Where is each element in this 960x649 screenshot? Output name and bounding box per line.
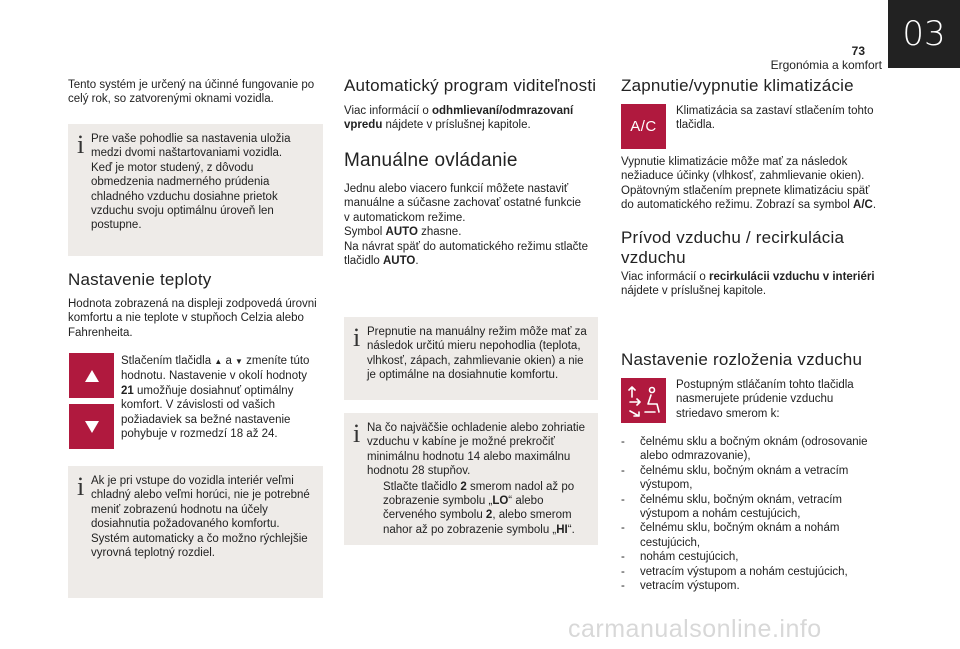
paragraph	[344, 182, 589, 268]
list-item: - nohám cestujúcich,	[621, 550, 881, 564]
text-fragment: Jednu alebo viacero funkcií môžete nastaviť manuálne a súčasne zachovať ostatné funkcie v automatickom režime. Symbol	[344, 183, 582, 239]
text-fragment: nájdete v príslušnej kapitole.	[382, 119, 531, 132]
ac-button-description: Klimatizácia sa zastaví stlačením tohto tlačidla.	[676, 105, 874, 132]
value-21: 21	[121, 384, 134, 397]
info-note	[68, 124, 323, 256]
paragraph	[621, 155, 883, 213]
text-fragment: umožňuje dosiahnuť optimálny komfort. V závislosti od vašich požiadaviek sa bežné nastavenie pohybuje v rozmedzí 18 až 24.	[121, 384, 294, 441]
section-heading: Nastavenie teploty	[68, 270, 212, 289]
text-fragment: nájdete v príslušnej kapitole.	[621, 285, 767, 298]
watermark: carmanualsonline.info	[568, 615, 822, 643]
temp-down-button[interactable]	[69, 404, 114, 449]
air-distribution-icon	[621, 378, 666, 423]
info-note-text	[367, 421, 590, 537]
lo-symbol: LO	[492, 495, 509, 508]
info-note	[344, 317, 598, 400]
text-fragment: a	[222, 355, 236, 367]
info-note-text: Prepnutie na manuálny režim môže mať za následok určitú mieru nepohodlia (teplota, vlhkosť, zápach, zahmlievanie okien) a nie je optimálne na dosiahnutie komfortu.	[367, 326, 587, 382]
section-heading: Automatický program viditeľnosti	[344, 76, 597, 95]
section-heading: Nastavenie rozloženia vzduchu	[621, 350, 863, 369]
down-arrow-symbol: ▼	[235, 357, 243, 366]
info-icon: i	[353, 419, 361, 448]
text-fragment: “.	[567, 523, 575, 536]
chapter-title: Ergonómia a komfort	[770, 58, 882, 72]
text-fragment: Viac informácií o	[344, 105, 432, 117]
text-fragment: .	[872, 199, 877, 212]
auto-symbol: AUTO	[385, 226, 418, 239]
list-item: - čelnému sklu, bočným oknám, vetracím výstupom a nohám cestujúcich,	[621, 493, 881, 522]
list-item: - vetracím výstupom a nohám cestujúcich,	[621, 565, 881, 579]
info-note	[68, 466, 323, 598]
paragraph	[621, 270, 883, 299]
paragraph	[344, 104, 589, 133]
list-item: - čelnému sklu, bočným oknám a vetracím výstupom,	[621, 464, 881, 493]
list-item: - vetracím výstupom.	[621, 579, 881, 593]
temp-button-description	[121, 354, 321, 441]
text-fragment: Vypnutie klimatizácie môže mať za následok nežiaduce účinky (vlhkosť, zahmlievanie okien). Opätovným stlačením prepnete klimatizáciu späť do automatického režimu. Zobrazí sa symbol	[621, 156, 870, 212]
bold-term: recirkulácii vzduchu v interiéri	[709, 271, 875, 283]
arrow-down-icon	[84, 420, 100, 434]
section-heading: Zapnutie/vypnutie klimatizácie	[621, 76, 854, 95]
ac-symbol: A/C	[853, 199, 873, 212]
up-arrow-symbol: ▲	[214, 357, 223, 366]
section-heading: Manuálne ovládanie	[344, 150, 518, 171]
arrow-up-icon	[84, 369, 100, 383]
air-distribution-list	[621, 435, 881, 593]
button-number: 2	[460, 480, 467, 493]
info-note-text: Ak je pri vstupe do vozidla interiér veľmi chladný alebo veľmi horúci, nie je potrebné meniť zobrazenú hodnotu na účely dosiahnutia požadovaného komfortu. Systém automaticky a čo možno rýchlejšie vyrovná teplotný rozdiel.	[91, 475, 310, 560]
air-distribution-button[interactable]	[621, 378, 666, 423]
temp-up-button[interactable]	[69, 353, 114, 398]
text-fragment: .	[415, 255, 419, 268]
text-fragment: zmeníte túto hodnotu. Nastavenie v okolí hodnoty	[121, 355, 310, 383]
list-item: - čelnému sklu a bočným oknám (odrosovanie alebo odmrazovanie),	[621, 435, 881, 464]
ac-button[interactable]: A/C	[621, 104, 666, 149]
chapter-number-badge: 03	[888, 0, 960, 68]
info-icon: i	[77, 472, 85, 501]
text-fragment: smerom nadol až po zobrazenie symbolu „	[383, 480, 575, 508]
section-heading: Prívod vzduchu / recirkulácia vzduchu	[621, 228, 845, 267]
auto-button-label: AUTO	[383, 255, 416, 268]
text-fragment: Viac informácií o	[621, 271, 709, 283]
button-number: 2	[485, 509, 493, 522]
info-icon: i	[353, 323, 361, 352]
text-fragment: zhasne. Na návrat späť do automatického režimu stlačte tlačidlo	[344, 226, 589, 268]
hi-symbol: HI	[556, 523, 568, 536]
text-fragment: Na čo najväčšie ochladenie alebo zohriatie vzduchu v kabíne je možné prekročiť minimálnu hodnotu 14 alebo maximálnu hodnotu 28 stupňov.	[367, 422, 586, 478]
page-number: 73	[851, 44, 865, 58]
text-fragment: Stlačte tlačidlo	[383, 480, 461, 493]
intro-paragraph: Tento systém je určený na účinné fungovanie po celý rok, so zatvorenými oknami vozidla.	[68, 79, 315, 106]
info-note-text: Pre vaše pohodlie sa nastavenia uložia medzi dvomi naštartovaniami vozidla. Keď je motor studený, z dôvodu obmedzenia nadmerného prúdenia chladného vzduchu dosiahne prietok vzduchu svoju optimálnu úroveň len postupne.	[91, 133, 291, 232]
list-item: - čelnému sklu, bočným oknám a nohám cestujúcich,	[621, 521, 881, 550]
text-fragment: Stlačením tlačidla	[121, 355, 215, 367]
air-distribution-description: Postupným stláčaním tohto tlačidla nasmerujete prúdenie vzduchu striedavo smerom k:	[676, 379, 854, 420]
bold-term: odhmlievaní/odmrazovaní vpredu	[344, 105, 574, 132]
info-icon: i	[77, 130, 85, 159]
text-fragment: , alebo smerom nahor až po zobrazenie symbolu „	[383, 509, 572, 536]
paragraph: Hodnota zobrazená na displeji zodpovedá úrovni komfortu a nie teplote v stupňoch Celzia alebo Fahrenheita.	[68, 298, 317, 339]
instruction-step	[367, 480, 590, 538]
info-note	[344, 413, 598, 545]
text-fragment: “ alebo červeného symbolu	[383, 495, 544, 522]
